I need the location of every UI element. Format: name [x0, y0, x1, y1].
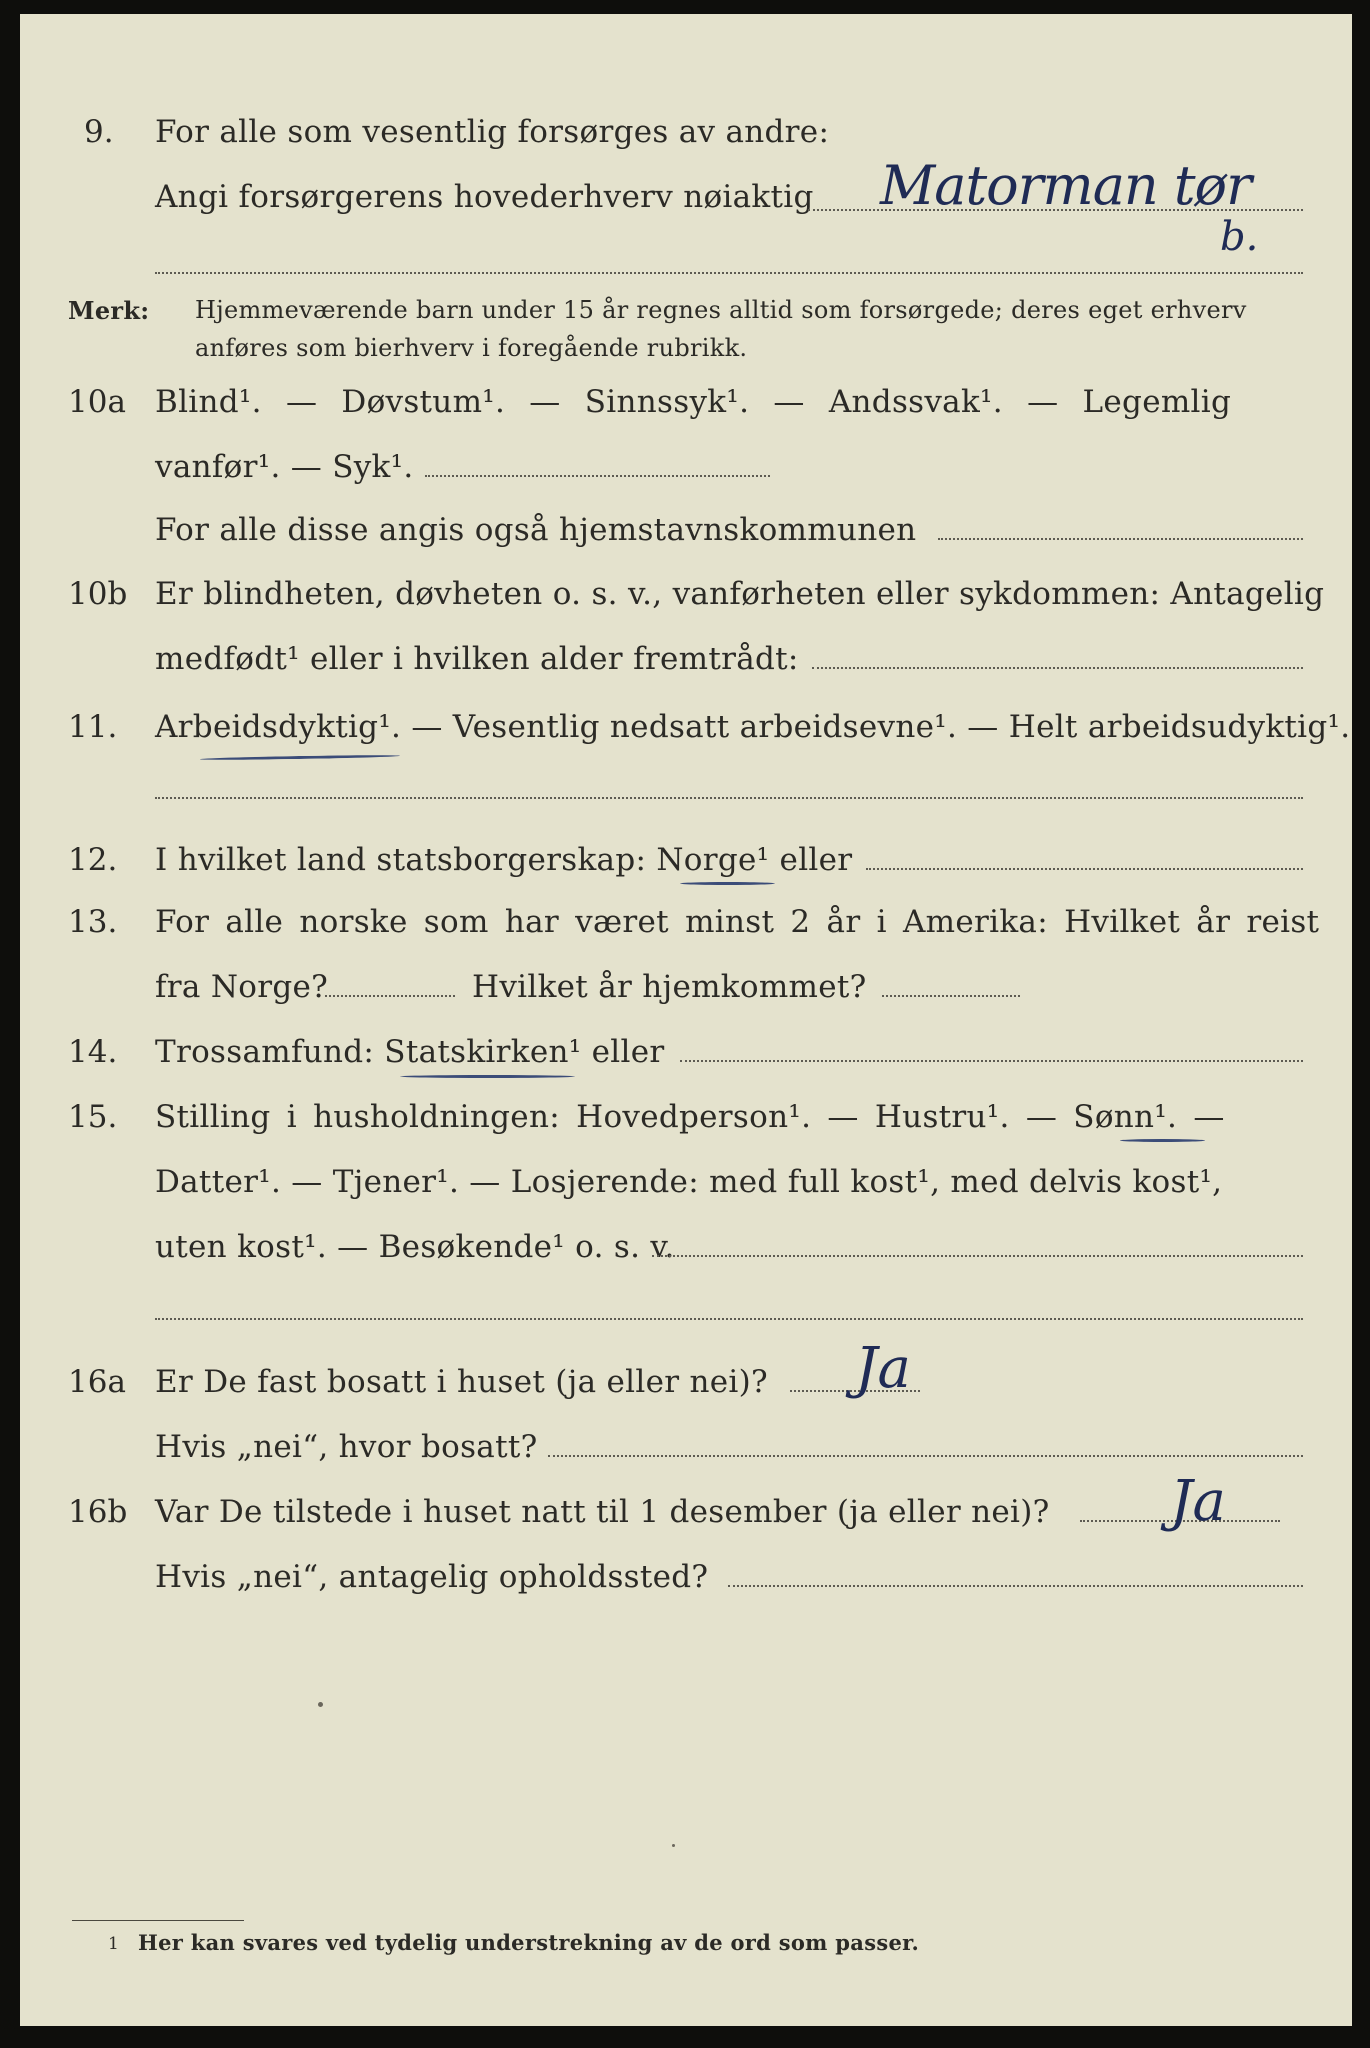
q13-line1: For alle norske som har været minst 2 år i Amerika: Hvilket år reist [155, 904, 1320, 940]
q10b-number: 10b [68, 576, 128, 612]
form-page [20, 14, 1352, 2026]
merk-line2: anføres som bierhverv i foregående rubrikk. [195, 334, 748, 362]
q10a-answer-line[interactable] [425, 475, 770, 477]
q10b-answer-line[interactable] [812, 667, 1303, 669]
merk-line1: Hjemmeværende barn under 15 år regnes alltid som forsørgede; deres eget erhverv [195, 296, 1247, 324]
q9-answer-line2[interactable] [155, 272, 1303, 274]
q14-line1: Trossamfund: Statskirken¹ eller [155, 1034, 665, 1070]
q9-handwritten-answer2: b. [1220, 214, 1259, 260]
footnote-mark: 1 [108, 1934, 120, 1954]
q13-departure-line[interactable] [325, 995, 455, 997]
q9-line2: Angi forsørgerens hovederhverv nøiaktig [155, 179, 814, 215]
q10a-hometown-line[interactable] [938, 538, 1303, 540]
q16b-line2: Hvis „nei“, antagelig opholdssted? [155, 1559, 709, 1595]
q11-line1: Arbeidsdyktig¹. — Vesentlig nedsatt arbeidsevne¹. — Helt arbeidsudyktig¹. [155, 709, 1351, 745]
q11-underline [200, 754, 400, 760]
paper-speck [672, 1844, 675, 1847]
paper-speck [318, 1702, 323, 1707]
footnote-text: Her kan svares ved tydelig understrekning av de ord som passer. [138, 1930, 920, 1955]
q9-handwritten-answer: Matorman tør [880, 154, 1251, 217]
q15-answer-line[interactable] [652, 1255, 1303, 1257]
q15-line1: Stilling i husholdningen: Hovedperson¹. — Hustru¹. — Sønn¹. — [155, 1099, 1225, 1135]
q10b-line1: Er blindheten, døvheten o. s. v., vanførheten eller sykdommen: Antagelig [155, 576, 1325, 612]
q16a-line2: Hvis „nei“, hvor bosatt? [155, 1429, 538, 1465]
q11-number: 11. [68, 709, 118, 745]
q13-line2b: Hvilket år hjemkommet? [472, 969, 867, 1005]
q10a-line1: Blind¹. — Døvstum¹. — Sinnssyk¹. — Andssvak¹. — Legemlig [155, 384, 1232, 420]
q12-line1: I hvilket land statsborgerskap: Norge¹ eller [155, 842, 853, 878]
q15-line3: uten kost¹. — Besøkende¹ o. s. v. [155, 1229, 675, 1265]
footnote-rule [72, 1920, 244, 1921]
q13-line2a: fra Norge? [155, 969, 329, 1005]
q15-line2: Datter¹. — Tjener¹. — Losjerende: med full kost¹, med delvis kost¹, [155, 1164, 1223, 1200]
q15-answer-line2[interactable] [155, 1318, 1303, 1320]
q16b-number: 16b [68, 1494, 128, 1530]
q10a-number: 10a [68, 384, 126, 420]
q15-number: 15. [68, 1099, 118, 1135]
q10b-line2: medfødt¹ eller i hvilken alder fremtrådt: [155, 641, 799, 677]
q11-answer-line[interactable] [155, 797, 1303, 799]
merk-label: Merk: [68, 296, 150, 325]
q12-underline [680, 882, 775, 885]
q9-line1: For alle som vesentlig forsørges av andre: [155, 114, 830, 150]
q16a-handwritten-answer: Ja [855, 1336, 911, 1401]
q10a-line3: For alle disse angis også hjemstavnskommunen [155, 512, 917, 548]
q14-answer-line[interactable] [680, 1060, 1303, 1062]
q9-number: 9. [84, 114, 114, 150]
q14-underline [400, 1075, 575, 1078]
q16a-location-line[interactable] [548, 1455, 1303, 1457]
q16b-line1: Var De tilstede i huset natt til 1 desember (ja eller nei)? [155, 1494, 1050, 1530]
q16b-location-line[interactable] [728, 1585, 1303, 1587]
q10a-line2: vanfør¹. — Syk¹. [155, 449, 414, 485]
q13-number: 13. [68, 904, 118, 940]
q12-number: 12. [68, 842, 118, 878]
q12-answer-line[interactable] [866, 868, 1303, 870]
q15-underline [1120, 1139, 1205, 1142]
q14-number: 14. [68, 1034, 118, 1070]
q13-return-line[interactable] [882, 995, 1020, 997]
q16b-handwritten-answer: Ja [1170, 1469, 1226, 1534]
q16a-line1: Er De fast bosatt i huset (ja eller nei)? [155, 1364, 768, 1400]
q16a-number: 16a [68, 1364, 126, 1400]
